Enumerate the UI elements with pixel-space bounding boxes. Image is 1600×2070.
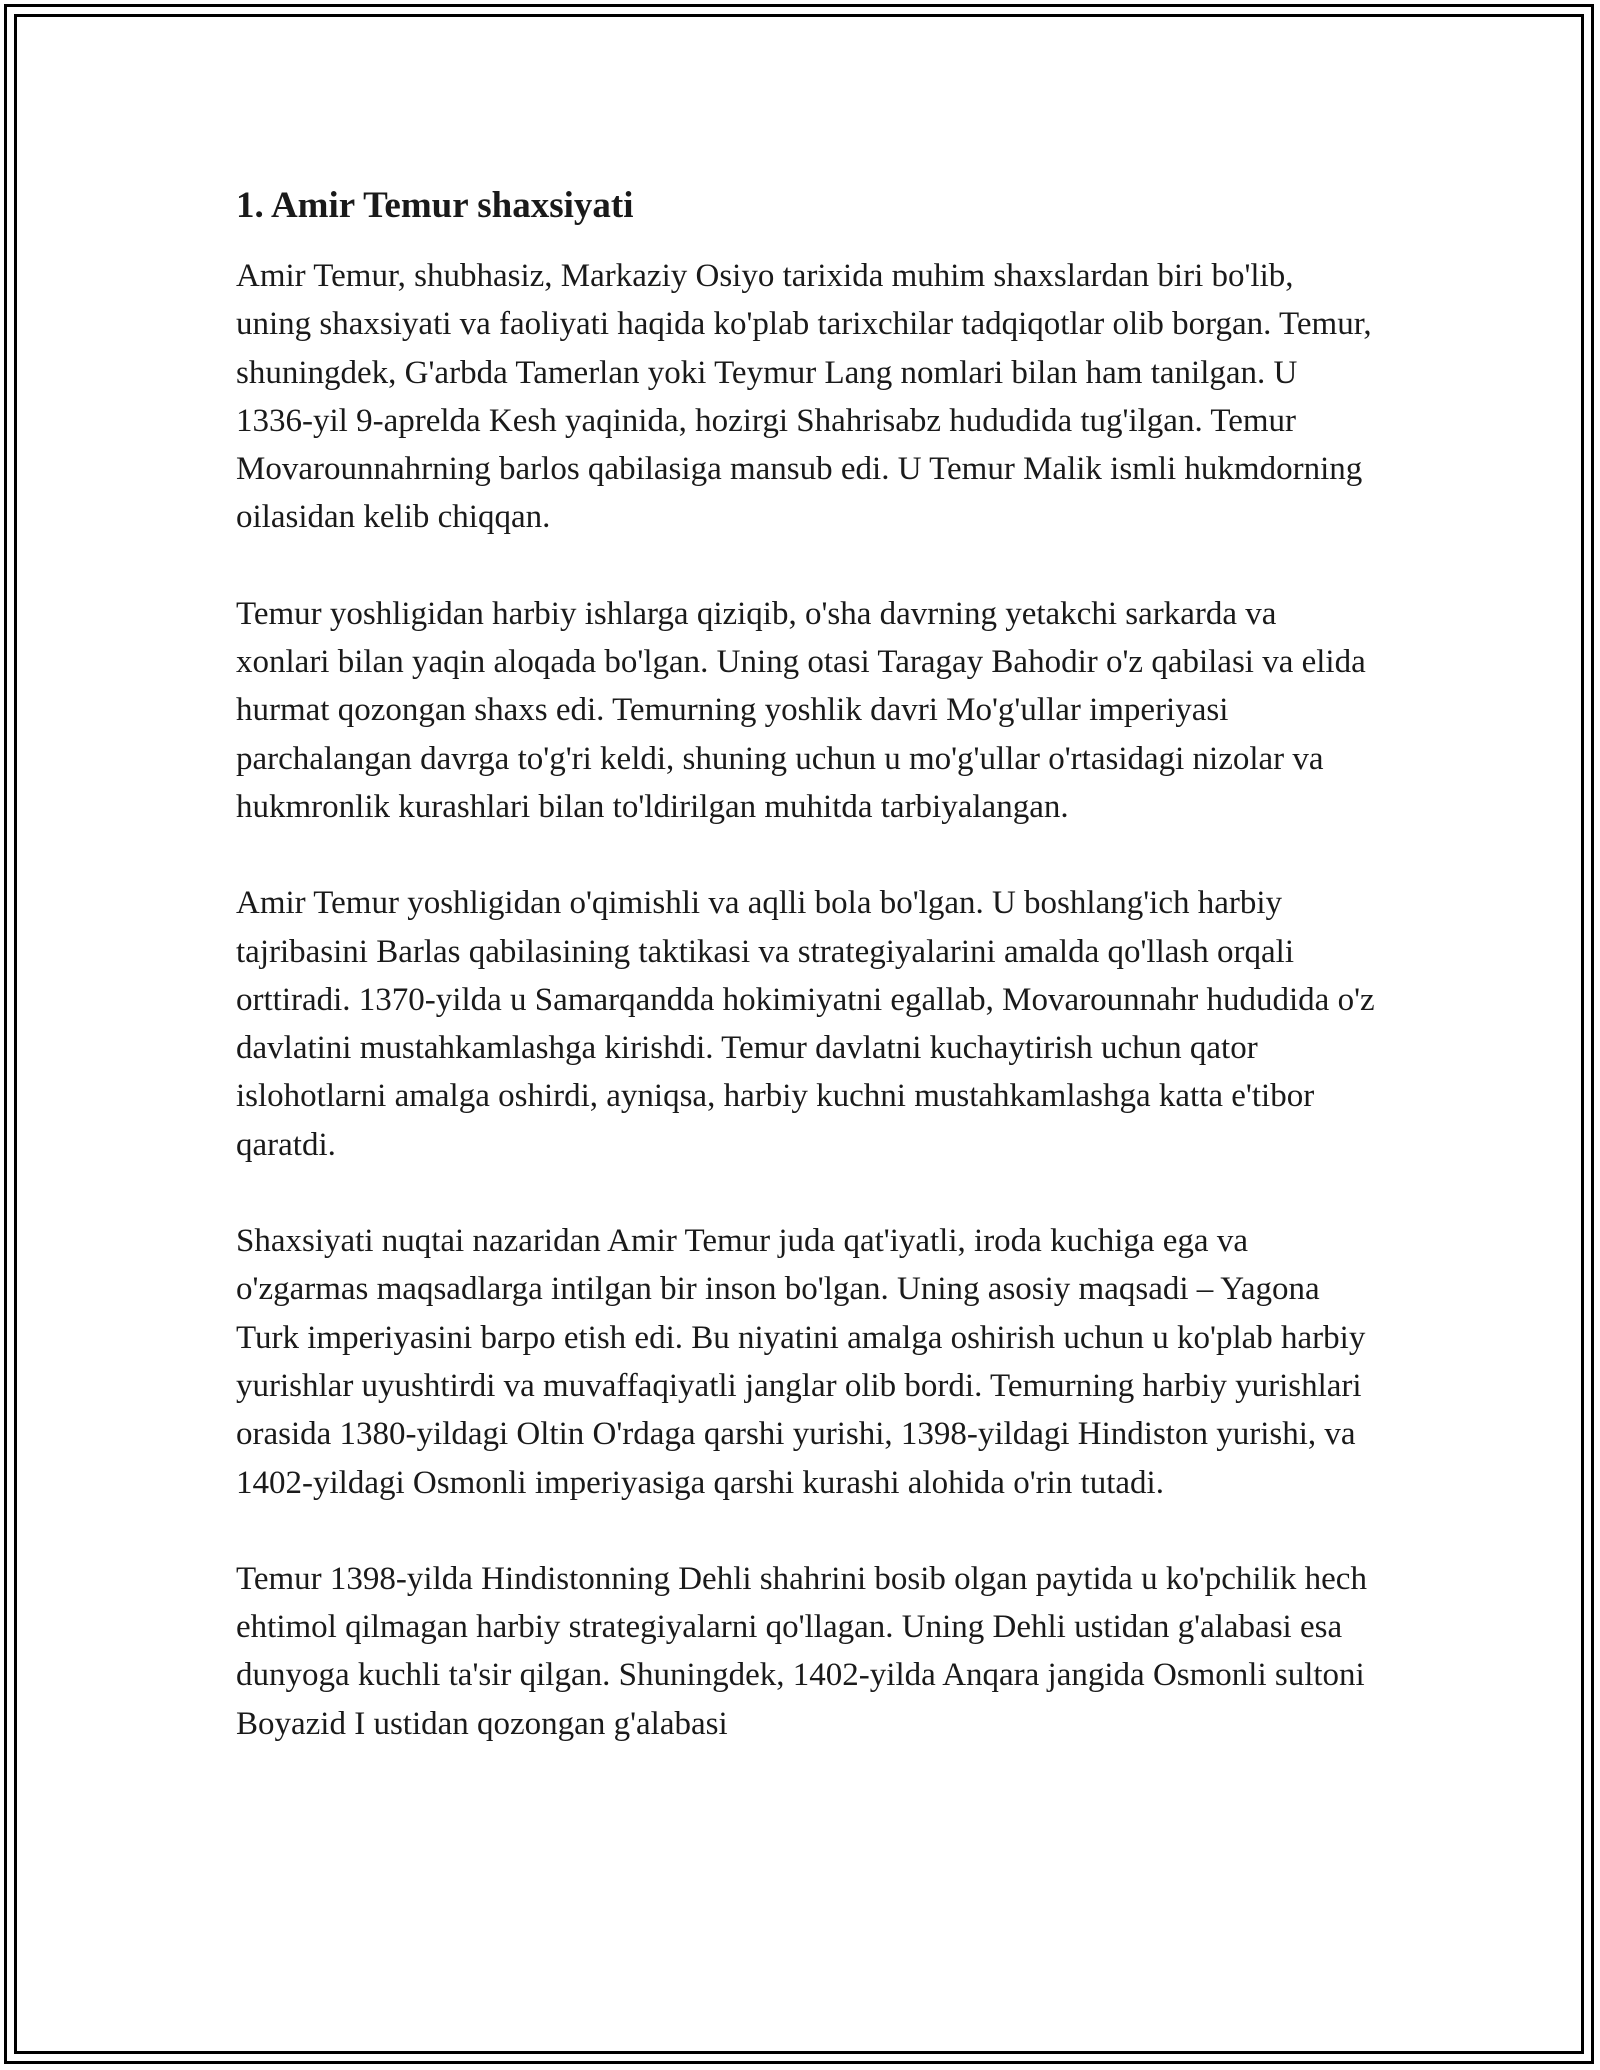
document-body [236, 182, 1376, 1748]
section-heading: 1. Amir Temur shaxsiyati [236, 185, 634, 226]
paragraph-3: Amir Temur yoshligidan o'qimishli va aqlli bola bo'lgan. U boshlang'ich harbiy tajribasini Barlas qabilasining taktikasi va strategiyalarini amalda qo'llash orqali orttiradi. 1370-yilda u Samarqandda hokimiyatni egallab, Movarounnahr hududida o'z davlatini mustahkamlashga kirishdi. Temur davlatni kuchaytirish uchun qator islohotlarni amalga oshirdi, ayniqsa, harbiy kuchni mustahkamlashga katta e'tibor qaratdi. [236, 885, 1375, 1163]
paragraph-4: Shaxsiyati nuqtai nazaridan Amir Temur juda qat'iyatli, iroda kuchiga ega va o'zgarmas maqsadlarga intilgan bir inson bo'lgan. Uning asosiy maqsadi – Yagona Turk imperiyasini barpo etish edi. Bu niyatini amalga oshirish uchun u ko'plab harbiy yurishlar uyushtirdi va muvaffaqiyatli janglar olib bordi. Temurning harbiy yurishlari orasida 1380-yildagi Oltin O'rdaga qarshi yurishi, 1398-yildagi Hindiston yurishi, va 1402-yildagi Osmonli imperiyasiga qarshi kurashi alohida o'rin tutadi. [236, 1223, 1366, 1501]
paragraph-5: Temur 1398-yilda Hindistonning Dehli shahrini bosib olgan paytida u ko'pchilik hech ehtimol qilmagan harbiy strategiyalarni qo'llagan. Uning Dehli ustidan g'alabasi esa dunyoga kuchli ta'sir qilgan. Shuningdek, 1402-yilda Anqara jangida Osmonli sultoni Boyazid I ustidan qozongan g'alabasi [236, 1560, 1367, 1742]
paragraph-1: Amir Temur, shubhasiz, Markaziy Osiyo tarixida muhim shaxslardan biri bo'lib, uning shaxsiyati va faoliyati haqida ko'plab tarixchilar tadqiqotlar olib borgan. Temur, shuningdek, G'arbda Tamerlan yoki Teymur Lang nomlari bilan ham tanilgan. U 1336-yil 9-aprelda Kesh yaqinida, hozirgi Shahrisabz hududida tug'ilgan. Temur Movarounnahrning barlos qabilasiga mansub edi. U Temur Malik ismli hukmdorning oilasidan kelib chiqqan. [236, 258, 1372, 536]
paragraph-2: Temur yoshligidan harbiy ishlarga qiziqib, o'sha davrning yetakchi sarkarda va xonlari bilan yaqin aloqada bo'lgan. Uning otasi Taragay Bahodir o'z qabilasi va elida hurmat qozongan shaxs edi. Temurning yoshlik davri Mo'g'ullar imperiyasi parchalangan davrga to'g'ri keldi, shuning uchun u mo'g'ullar o'rtasidagi nizolar va hukmronlik kurashlari bilan to'ldirilgan muhitda tarbiyalangan. [236, 595, 1366, 825]
